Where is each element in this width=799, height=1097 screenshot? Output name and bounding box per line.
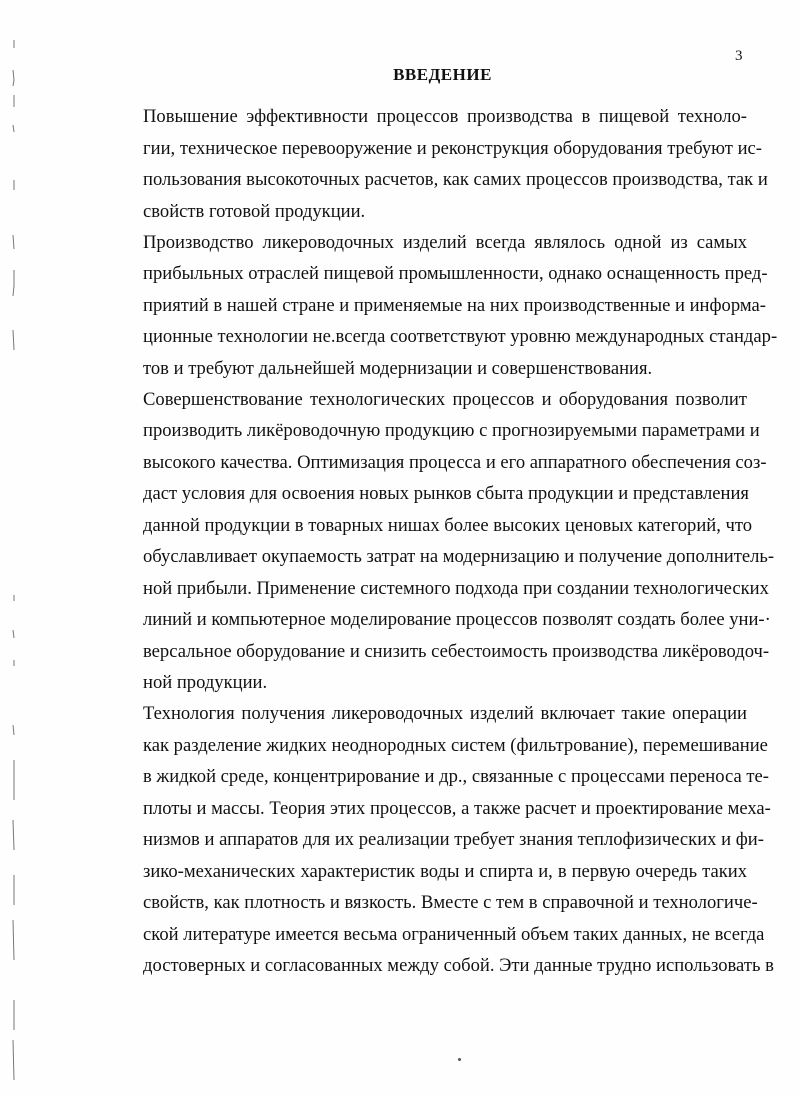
text-line: низмов и аппаратов для их реализации требует знания теплофизических и фи- xyxy=(143,829,764,850)
text-line: Технология получения ликероводочных изделий включает такие операции xyxy=(143,703,747,724)
paragraph xyxy=(101,698,774,982)
text-line: как разделение жидких неоднородных систем (фильтрование), перемешивание xyxy=(143,734,768,756)
text-line: ской литературе имеется весьма ограниченный объем таких данных, не всегда xyxy=(143,923,765,945)
paragraph xyxy=(101,384,775,699)
text-line: данной продукции в товарных нишах более высоких ценовых категорий, что xyxy=(143,514,753,536)
text-line: в жидкой среде, концентрирование и др., связанные с процессами переноса те- xyxy=(143,766,769,787)
text-line: ционные технологии не.всегда соответствуют уровню международных стандар- xyxy=(143,326,778,347)
text-line: ной прибыли. Применение системного подхода при создании технологических xyxy=(143,577,769,599)
text-line: свойств готовой продукции. xyxy=(143,200,366,222)
paragraph xyxy=(101,101,768,227)
text-line: гии, техническое перевооружение и реконструкция оборудования требуют ис- xyxy=(143,137,762,159)
text-line: плоты и массы. Теория этих процессов, а также расчет и проектирование меха- xyxy=(143,797,771,819)
text-line: Совершенствование технологических процессов и оборудования позволит xyxy=(143,388,747,410)
text-line: Производство ликероводочных изделий всегда являлось одной из самых xyxy=(143,231,747,253)
text-line: версальное оборудование и снизить себестоимость производства ликёроводоч- xyxy=(143,640,770,662)
text-line: производить ликёроводочную продукцию с прогнозируемыми параметрами и xyxy=(143,420,760,441)
text-line: Повышение эффективности процессов производства в пищевой техноло- xyxy=(143,106,747,127)
text-line: тов и требуют дальнейшей модернизации и совершенствования. xyxy=(143,357,653,379)
text-line: прибыльных отраслей пищевой промышленности, однако оснащенность пред- xyxy=(143,263,768,284)
text-line: высокого качества. Оптимизация процесса и его аппаратного обеспечения соз- xyxy=(143,451,767,473)
text-line: достоверных и согласованных между собой. Эти данные трудно использовать в xyxy=(143,955,774,976)
text-line: обуславливает окупаемость затрат на модернизацию и получение дополнитель- xyxy=(143,546,775,567)
text-line: свойств, как плотность и вязкость. Вместе с тем в справочной и технологиче- xyxy=(143,892,758,913)
text-line: даст условия для освоения новых рынков сбыта продукции и представления xyxy=(143,483,749,504)
text-line: приятий в нашей стране и применяемые на них производственные и информа- xyxy=(143,294,766,316)
text-line: зико-механических характеристик воды и спирта и, в первую очередь таких xyxy=(143,860,747,882)
page-number: 3 xyxy=(735,48,743,64)
text-line: пользования высокоточных расчетов, как самих процессов производства, так и xyxy=(143,169,768,190)
binding-marks xyxy=(4,0,22,1097)
text-line: ной продукции. xyxy=(143,672,268,693)
body-text xyxy=(101,101,778,981)
paragraph xyxy=(101,227,778,385)
text-line: линий и компьютерное моделирование процессов позволят создать более уни-· xyxy=(143,609,771,630)
scan-speck xyxy=(458,1058,461,1061)
section-heading: ВВЕДЕНИЕ xyxy=(393,65,492,84)
